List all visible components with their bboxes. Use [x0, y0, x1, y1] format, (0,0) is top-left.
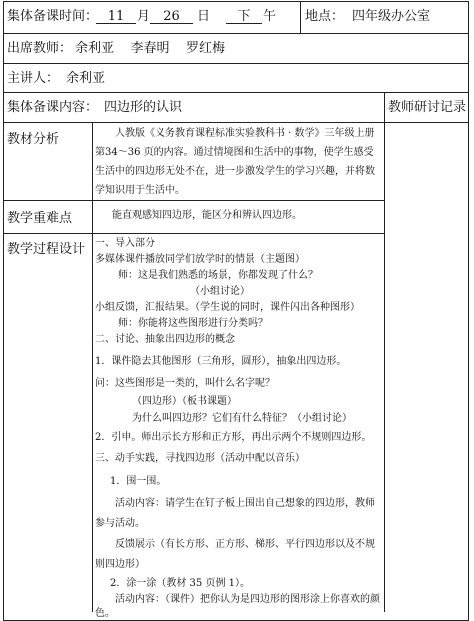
attendees-label: 出席教师： [7, 41, 73, 56]
process-line: 多媒体课件播放同学们放学时的情景（主题图） [95, 254, 305, 265]
key-points-label: 教学重难点 [7, 211, 73, 226]
day-value-text: 26 [150, 10, 193, 24]
row-divider [3, 92, 469, 93]
day-value [150, 10, 193, 24]
notes-header: 教师研讨记录 [388, 100, 467, 115]
month-value-text: 11 [96, 10, 136, 24]
analysis-label: 教材分析 [7, 132, 60, 147]
key-points-text: 能直观感知四边形，能区分和辨认四边形。 [112, 210, 302, 221]
period-value [226, 10, 262, 24]
month-value [96, 10, 136, 24]
place-label: 地点： [305, 9, 345, 24]
process-line: 1．课件隐去其他图形（三角形，圆形），抽象出四边形。 [95, 356, 347, 367]
row-divider [3, 200, 384, 201]
month-label: 月 [137, 9, 151, 24]
period-label: 午 [263, 9, 277, 24]
process-line: 师：你能将这些图形进行分类吗？ [118, 318, 268, 329]
process-line: 三、动手实践，寻找四边形（活动中配以音乐） [95, 453, 305, 464]
process-line: 活动内容：请学生在钉子板上围出自己想象的四边形，教师参与活动。 [95, 498, 375, 529]
col-divider [300, 1, 301, 33]
process-label: 教学过程设计 [7, 242, 86, 257]
process-line: 小组反馈，汇报结果。（学生说的同时，课件闪出各种图形） [95, 302, 360, 313]
topic-label: 集体备课内容： [7, 100, 99, 115]
process-line: （四边形）（板书课题） [132, 396, 237, 407]
attendees-names: 余利亚 李春明 罗红梅 [75, 41, 226, 56]
row-divider [3, 233, 384, 234]
topic-title: 四边形的认识 [104, 100, 183, 115]
analysis-text: 人教版《义务教育课程标准实验教科书 · 数学》三年级上册第34～36 页的内容。通过情境图和生活中的事物，使学生感受生活中的四边形无处不在，进一步激发学生的学习兴趣，并将数学知识用于生活中。 [95, 128, 375, 196]
row-divider [3, 122, 469, 123]
speaker-label: 主讲人： [7, 71, 60, 86]
place-value: 四年级办公室 [352, 9, 431, 24]
speaker-name: 余利亚 [66, 71, 106, 86]
process-line: （小组讨论） [190, 286, 250, 297]
process-line: 反馈展示（有长方形、正方形、梯形、平行四边形以及不规则四边形） [95, 539, 375, 570]
process-line: 活动内容：（课件）把你认为是四边形的图形涂上你喜欢的颜色。 [95, 594, 380, 619]
row-divider [3, 63, 469, 64]
day-label: 日 [197, 9, 211, 24]
process-line: 一、导入部分 [95, 238, 155, 249]
col-divider [92, 122, 93, 612]
row-divider [3, 33, 469, 34]
process-line: 师：这是我们熟悉的场景，你都发现了什么？ [118, 270, 318, 281]
process-line: 2．引申。师出示长方形和正方形，再出示两个不规则四边形。 [95, 432, 372, 443]
process-line: 2．涂一涂（教材 35 页例 1）。 [110, 578, 250, 589]
period-value-text: 下 [226, 10, 262, 24]
date-label: 集体备课时间： [7, 9, 99, 24]
process-line: 问：这些图形是一类的，叫什么名字呢？ [95, 378, 275, 389]
col-divider [384, 92, 385, 612]
process-line: 为什么叫四边形？它们有什么特征？（小组讨论） [132, 413, 352, 424]
process-line: 二、讨论、抽象出四边形的概念 [95, 334, 235, 345]
process-line: 1．围一围。 [110, 476, 167, 487]
